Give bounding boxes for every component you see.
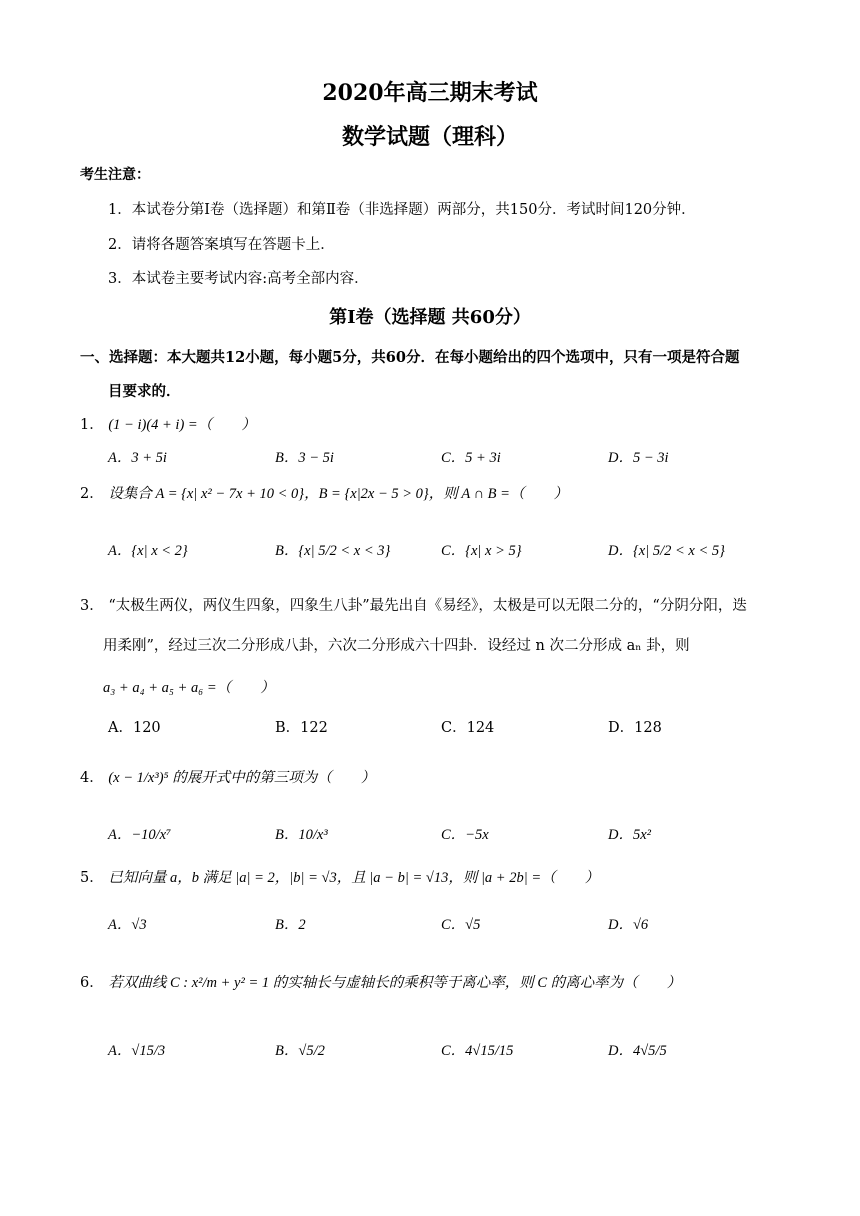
question-text: 设集合 A = {x| x² − 7x + 10 < 0}，B = {x|2x − 5 > 0}，则 A ∩ B =（ ）	[108, 486, 568, 502]
question-1-stem	[80, 413, 256, 434]
question-number: 6．	[80, 975, 104, 991]
question-3-stem-line1	[80, 594, 747, 615]
question-text: 已知向量 a，b 满足 |a| = 2，|b| = √3，且 |a − b| = √13，则 |a + 2b| =（ ）	[108, 870, 600, 886]
notice-label: 考生注意：	[80, 167, 150, 183]
question-2-option-b: B．{x| 5/2 < x < 3}	[275, 543, 391, 559]
section-instruction-line1: 一、选择题：本大题共12小题，每小题5分，共60分．在每小题给出的四个选项中，只有一项是符合题	[80, 349, 740, 366]
question-2-option-c: C．{x| x > 5}	[441, 543, 522, 559]
question-5-stem	[80, 866, 599, 887]
notice-item-2: 2．请将各题答案填写在答题卡上．	[108, 237, 335, 253]
question-4-option-a: A．−10/x⁷	[108, 827, 172, 843]
question-number: 3．	[80, 598, 104, 614]
question-5-option-d: D．√6	[608, 917, 649, 933]
notice-item-3: 3．本试卷主要考试内容:高考全部内容．	[108, 271, 369, 287]
question-6-option-a: A．√15/3	[108, 1043, 166, 1059]
question-number: 5．	[80, 870, 104, 886]
question-4-option-d: D．5x²	[608, 827, 652, 843]
section-heading: 第Ⅰ卷（选择题 共60分）	[329, 307, 531, 328]
exam-title: 2020年高三期末考试	[322, 80, 538, 106]
question-6-stem	[80, 971, 681, 992]
question-4-stem	[80, 766, 375, 787]
question-number: 4．	[80, 770, 104, 786]
question-1-option-d: D．5 − 3i	[608, 450, 669, 466]
question-4-option-c: C．−5x	[441, 827, 489, 843]
question-6-option-c: C．4√15/15	[441, 1043, 514, 1059]
question-1-option-a: A．3 + 5i	[108, 450, 167, 466]
notice-item-1: 1．本试卷分第Ⅰ卷（选择题）和第Ⅱ卷（非选择题）两部分，共150分．考试时间120分钟．	[108, 202, 696, 218]
question-3-option-b: B．122	[275, 720, 328, 736]
question-text: (x − 1/x³)⁵ 的展开式中的第三项为（ ）	[108, 770, 376, 786]
question-3-stem-line3: a₃ + a₄ + a₅ + a₆ =（ ）	[103, 680, 275, 696]
question-3-option-c: C．124	[441, 720, 495, 736]
question-2-option-a: A．{x| x < 2}	[108, 543, 188, 559]
question-text: (1 − i)(4 + i) =（ ）	[108, 417, 256, 433]
question-2-option-d: D．{x| 5/2 < x < 5}	[608, 543, 725, 559]
question-number: 2．	[80, 486, 104, 502]
question-6-option-b: B．√5/2	[275, 1043, 325, 1059]
question-5-option-a: A．√3	[108, 917, 147, 933]
question-1-option-c: C．5 + 3i	[441, 450, 501, 466]
question-3-option-d: D．128	[608, 720, 662, 736]
section-instruction-line2: 目要求的．	[108, 383, 181, 400]
question-1-option-b: B．3 − 5i	[275, 450, 334, 466]
question-5-option-c: C．√5	[441, 917, 481, 933]
exam-subtitle: 数学试题（理科）	[341, 124, 518, 150]
question-5-option-b: B．2	[275, 917, 306, 933]
question-2-stem	[80, 482, 568, 503]
question-4-option-b: B．10/x³	[275, 827, 328, 843]
question-number: 1．	[80, 417, 104, 433]
question-text: “太极生两仪，两仪生四象，四象生八卦”最先出自《易经》，太极是可以无限二分的，“分阴分阳，迭	[108, 598, 747, 614]
question-text: 若双曲线 C : x²/m + y² = 1 的实轴长与虚轴长的乘积等于离心率，则 C 的离心率为（ ）	[108, 975, 682, 991]
question-6-option-d: D．4√5/5	[608, 1043, 667, 1059]
question-3-option-a: A．120	[108, 720, 161, 736]
question-3-stem-line2: 用柔刚”，经过三次二分形成八卦，六次二分形成六十四卦．设经过 n 次二分形成 aₙ 卦，则	[103, 638, 690, 654]
